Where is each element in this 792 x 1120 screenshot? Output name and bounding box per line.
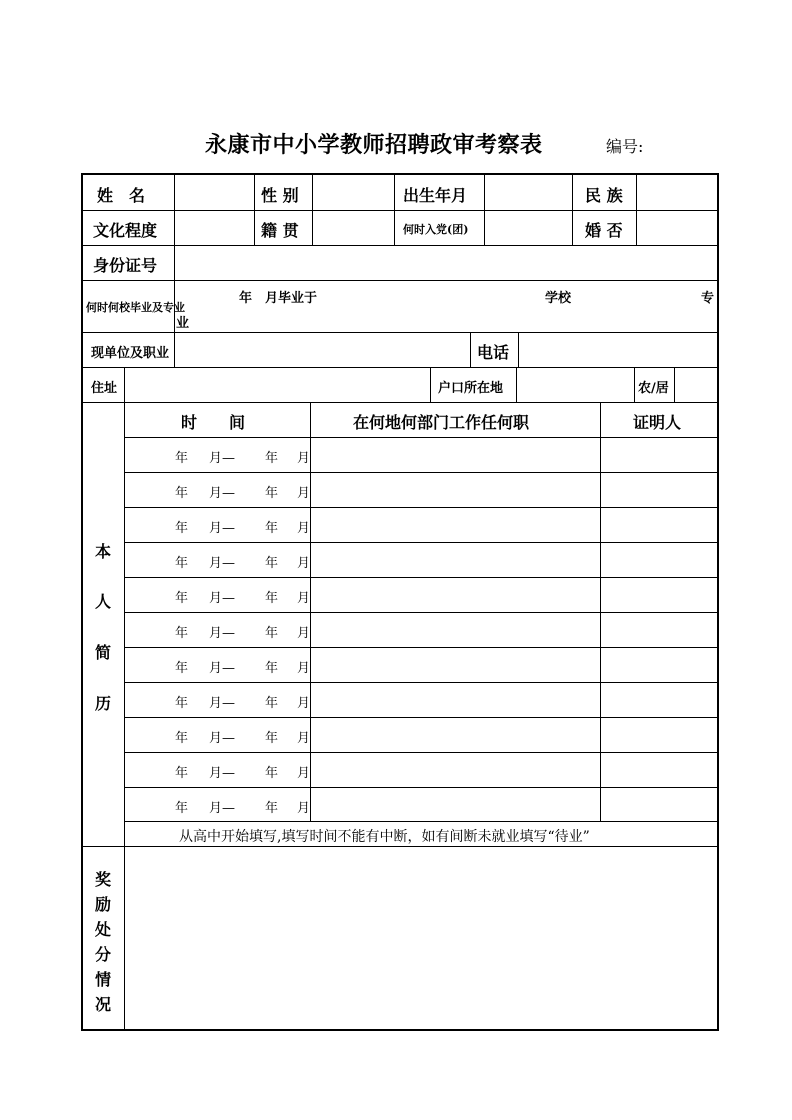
resume-row-time[interactable] [124, 787, 310, 822]
resume-row-date-text: 月 [297, 556, 311, 571]
resume-row-date-text: 月— [209, 661, 236, 676]
resume-row-time[interactable] [124, 682, 310, 717]
resume-col-time-label: 时 间 [181, 413, 246, 432]
address-label: 住址 [91, 381, 118, 396]
hukou-type-label-cell [634, 367, 674, 402]
resume-row-date-text: 年 [175, 521, 189, 536]
name-label: 姓 名 [97, 186, 146, 205]
resume-row-date-text: 月 [297, 696, 311, 711]
grad-year-text: 年 [239, 291, 253, 306]
serial-number-label: 编号: [606, 137, 644, 156]
education-value[interactable] [174, 210, 254, 245]
resume-row-work[interactable] [310, 787, 600, 822]
name-value[interactable] [174, 174, 254, 210]
resume-row-date-text: 年 [265, 486, 279, 501]
gender-label: 性 别 [261, 186, 299, 205]
party-date-value[interactable] [484, 210, 572, 245]
graduation-label: 何时何校毕业及专业 [86, 301, 185, 314]
resume-row-date-text: 月— [209, 731, 236, 746]
id-number-label-cell [82, 245, 174, 280]
resume-row-time[interactable] [124, 717, 310, 752]
marital-label-cell [572, 210, 636, 245]
ethnicity-label: 民 族 [585, 186, 623, 205]
native-place-label-cell [254, 210, 312, 245]
resume-row-time[interactable] [124, 612, 310, 647]
resume-col-work-label: 在何地何部门工作任何职 [353, 413, 530, 432]
resume-row-date-text: 月 [297, 661, 311, 676]
birth-value[interactable] [484, 174, 572, 210]
grad-major-text-1: 专 [701, 291, 715, 306]
resume-row-date-text: 月 [297, 766, 311, 781]
resume-row-date-text: 月 [297, 801, 311, 816]
ethnicity-label-cell [572, 174, 636, 210]
resume-row-witness[interactable] [600, 472, 718, 507]
resume-row-time[interactable] [124, 437, 310, 472]
marital-label: 婚 否 [585, 221, 623, 240]
resume-row-date-text: 年 [175, 556, 189, 571]
employer-label: 现单位及职业 [91, 346, 170, 361]
native-place-label: 籍 贯 [261, 221, 299, 240]
resume-row-witness[interactable] [600, 647, 718, 682]
resume-row-date-text: 月— [209, 451, 236, 466]
resume-row-work[interactable] [310, 717, 600, 752]
resume-header-time [124, 402, 310, 437]
resume-label-cell [82, 402, 124, 846]
resume-row-work[interactable] [310, 647, 600, 682]
hukou-type-label: 农/居 [638, 381, 669, 396]
grad-school-text: 学校 [545, 291, 572, 306]
resume-row-witness[interactable] [600, 787, 718, 822]
resume-label-char: 本 [95, 542, 112, 561]
resume-row-work[interactable] [310, 752, 600, 787]
resume-header-work [310, 402, 600, 437]
resume-row-witness[interactable] [600, 612, 718, 647]
rewards-label-char: 处 [95, 920, 112, 939]
resume-label-char: 历 [95, 694, 112, 713]
marital-value[interactable] [636, 210, 718, 245]
resume-row-date-text: 年 [175, 661, 189, 676]
resume-row-work[interactable] [310, 682, 600, 717]
resume-row-date-text: 年 [175, 486, 189, 501]
resume-row-work[interactable] [310, 472, 600, 507]
party-date-label-cell [394, 210, 484, 245]
gender-value[interactable] [312, 174, 394, 210]
resume-row-witness[interactable] [600, 577, 718, 612]
household-label: 户口所在地 [438, 381, 504, 396]
resume-row-date-text: 年 [175, 451, 189, 466]
resume-note-cell [124, 821, 718, 846]
resume-row-witness[interactable] [600, 437, 718, 472]
resume-row-date-text: 月 [297, 731, 311, 746]
resume-label-char: 简 [95, 643, 112, 662]
resume-row-date-text: 年 [265, 626, 279, 641]
resume-row-date-text: 年 [265, 766, 279, 781]
resume-row-witness[interactable] [600, 542, 718, 577]
resume-row-work[interactable] [310, 612, 600, 647]
rewards-label-char: 分 [95, 945, 112, 964]
phone-label-cell [470, 332, 518, 367]
hukou-type-value[interactable] [674, 367, 718, 402]
resume-row-date-text: 年 [175, 696, 189, 711]
employer-label-cell [82, 332, 174, 367]
resume-row-time[interactable] [124, 542, 310, 577]
resume-row-witness[interactable] [600, 682, 718, 717]
grad-month-text: 月毕业于 [265, 291, 318, 306]
employer-value[interactable] [174, 332, 470, 367]
rewards-label-char: 奖 [95, 870, 112, 889]
resume-row-date-text: 月 [297, 591, 311, 606]
resume-row-date-text: 月 [297, 521, 311, 536]
graduation-value[interactable] [174, 280, 718, 332]
resume-row-work[interactable] [310, 507, 600, 542]
resume-row-date-text: 年 [265, 696, 279, 711]
resume-label-char: 人 [95, 592, 112, 611]
rewards-value[interactable] [124, 846, 718, 1031]
resume-row-time[interactable] [124, 752, 310, 787]
resume-row-date-text: 年 [175, 731, 189, 746]
name-label-cell [82, 174, 174, 210]
graduation-label-cell [82, 280, 185, 332]
page-title: 永康市中小学教师招聘政审考察表 [205, 132, 543, 158]
resume-row-date-text: 月 [297, 626, 311, 641]
id-number-value[interactable] [174, 245, 718, 280]
resume-row-date-text: 年 [265, 556, 279, 571]
household-label-cell [430, 367, 516, 402]
resume-row-date-text: 月— [209, 556, 236, 571]
id-number-label: 身份证号 [93, 256, 158, 275]
resume-header-witness [600, 402, 718, 437]
resume-row-date-text: 月— [209, 626, 236, 641]
resume-row-date-text: 月 [297, 451, 311, 466]
resume-row-date-text: 年 [175, 626, 189, 641]
resume-row-date-text: 月— [209, 696, 236, 711]
rewards-label-char: 励 [95, 895, 112, 914]
resume-row-date-text: 年 [265, 451, 279, 466]
phone-label: 电话 [477, 343, 510, 362]
education-label: 文化程度 [93, 221, 158, 240]
address-label-cell [82, 367, 124, 402]
resume-row-time[interactable] [124, 472, 310, 507]
resume-row-witness[interactable] [600, 717, 718, 752]
resume-row-witness[interactable] [600, 507, 718, 542]
resume-row-time[interactable] [124, 577, 310, 612]
resume-col-witness-label: 证明人 [633, 413, 682, 432]
resume-row-date-text: 月— [209, 766, 236, 781]
resume-row-date-text: 月— [209, 801, 236, 816]
resume-row-date-text: 年 [265, 591, 279, 606]
resume-row-witness[interactable] [600, 752, 718, 787]
resume-row-date-text: 月 [297, 486, 311, 501]
resume-note: 从高中开始填写,填写时间不能有中断，如有间断未就业填写“待业” [179, 829, 590, 845]
resume-row-date-text: 年 [175, 591, 189, 606]
resume-row-date-text: 年 [175, 766, 189, 781]
resume-row-date-text: 月— [209, 486, 236, 501]
resume-row-time[interactable] [124, 647, 310, 682]
resume-row-work[interactable] [310, 577, 600, 612]
rewards-label-char: 情 [95, 970, 112, 989]
resume-row-date-text: 月— [209, 591, 236, 606]
rewards-label-cell [82, 846, 124, 1031]
native-place-value[interactable] [312, 210, 394, 245]
resume-row-work[interactable] [310, 542, 600, 577]
party-date-label: 何时入党(团) [403, 223, 469, 236]
resume-row-work[interactable] [310, 437, 600, 472]
resume-row-date-text: 年 [265, 661, 279, 676]
address-value[interactable] [124, 367, 430, 402]
resume-row-date-text: 年 [265, 521, 279, 536]
resume-row-date-text: 月— [209, 521, 236, 536]
phone-value[interactable] [518, 332, 718, 367]
education-label-cell [82, 210, 174, 245]
resume-row-date-text: 年 [175, 801, 189, 816]
household-value[interactable] [516, 367, 634, 402]
resume-row-date-text: 年 [265, 801, 279, 816]
resume-row-date-text: 年 [265, 731, 279, 746]
birth-label-cell [394, 174, 484, 210]
gender-label-cell [254, 174, 312, 210]
birth-label: 出生年月 [403, 186, 468, 205]
resume-row-time[interactable] [124, 507, 310, 542]
rewards-label-char: 况 [95, 995, 112, 1014]
ethnicity-value[interactable] [636, 174, 718, 210]
grad-major-text-2: 业 [176, 316, 190, 331]
